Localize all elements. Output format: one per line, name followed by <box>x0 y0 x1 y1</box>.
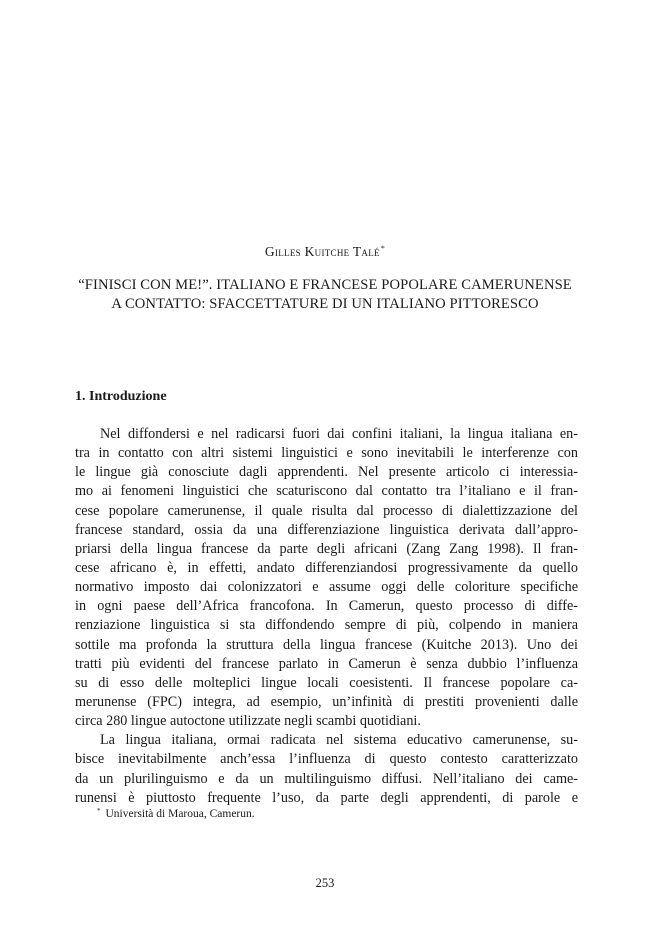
body-line: circa 280 lingue autoctone utilizzate negli scambi quotidiani. <box>75 713 421 730</box>
body-line: priarsi della lingua francese da parte degli africani (Zang Zang 1998). Il fran- <box>75 540 578 557</box>
body-line: da un plurilinguismo e da un multilinguismo diffusi. Nell’italiano dei came- <box>75 770 578 787</box>
section-heading: 1. Introduzione <box>75 389 167 404</box>
body-line: runensi è piuttosto frequente l’uso, da parte degli apprendenti, di parole e <box>75 789 578 806</box>
author-name-text: Gilles Kuitche Talé <box>264 244 380 259</box>
body-line: le lingue già conosciute dagli apprendenti. Nel presente articolo ci interessia- <box>75 464 578 481</box>
body-text <box>75 425 578 808</box>
title-line-2: A CONTATTO: SFACCETTATURE DI UN ITALIANO PITTORESCO <box>111 296 539 312</box>
body-line: La lingua italiana, ormai radicata nel sistema educativo camerunense, su- <box>100 732 578 749</box>
author-name <box>0 244 650 260</box>
body-line: sottile ma profonda la struttura della lingua francese (Kuitche 2013). Uno dei <box>75 636 578 653</box>
body-line: merunense (FPC) integra, ad esempio, un’infinità di prestiti provenienti dalle <box>75 693 578 710</box>
body-line: cese africano è, in effetti, andato differenziandosi progressivamente da quello <box>75 559 578 576</box>
title-line-1: “FINISCI CON ME!”. ITALIANO E FRANCESE POPOLARE CAMERUNENSE <box>78 277 572 293</box>
author-footnote-mark: * <box>380 244 386 253</box>
body-line: in ogni paese dell’Africa francofona. In Camerun, questo processo di diffe- <box>75 598 578 615</box>
body-line: cese popolare camerunense, il quale risulta dal processo di dialettizzazione del <box>75 502 578 519</box>
body-line: bisce inevitabilmente anch’essa l’influenza di questo contesto caratterizzato <box>75 751 578 768</box>
footnote-mark: * <box>97 807 101 815</box>
body-line: tra in contatto con altri sistemi linguistici e sono inevitabili le interferenze con <box>75 445 578 462</box>
body-line: mo ai fenomeni linguistici che scaturiscono dal contatto tra l’italiano e il fran- <box>75 483 578 500</box>
body-line: Nel diffondersi e nel radicarsi fuori dai confini italiani, la lingua italiana en- <box>100 426 578 442</box>
body-line: normativo imposto dai colonizzatori e assume oggi delle coloriture specifiche <box>75 579 578 596</box>
footnote-text: Università di Maroua, Camerun. <box>105 808 255 820</box>
article-title <box>60 276 590 314</box>
body-line: francese standard, ossia da una differenziazione linguistica derivata dall’appro- <box>75 521 578 538</box>
body-line: renziazione linguistica si sta diffondendo sempre di più, colpendo in maniera <box>75 617 578 634</box>
footnote <box>97 807 255 820</box>
page-number: 253 <box>315 876 335 890</box>
body-line: tratti più evidenti del francese parlato in Camerun è senza dubbio l’influenza <box>75 655 578 672</box>
body-line: su di esso delle molteplici lingue locali coesistenti. Il francese popolare ca- <box>75 674 578 691</box>
